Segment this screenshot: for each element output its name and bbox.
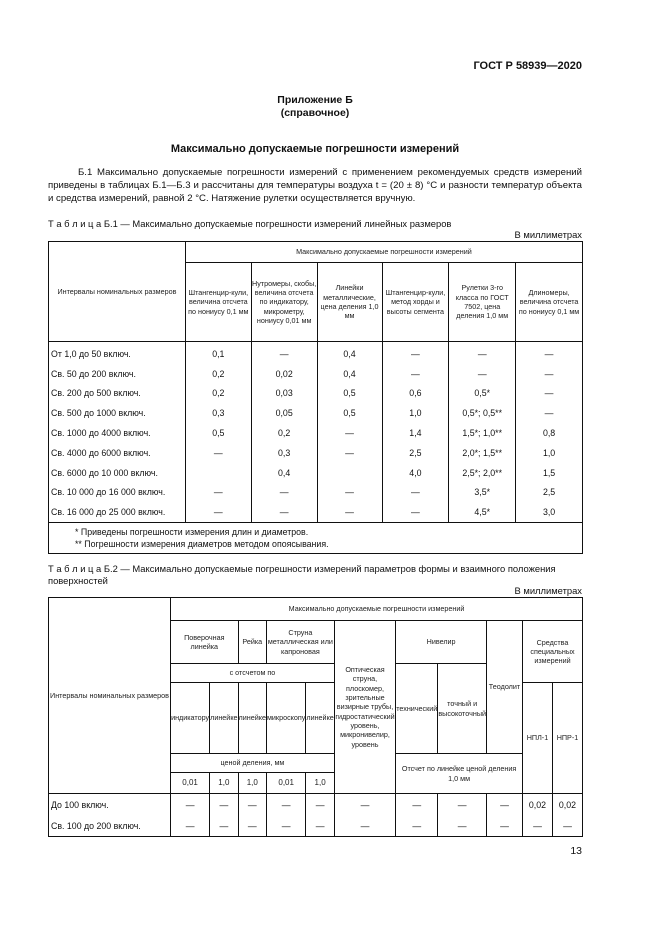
table-row <box>49 794 583 816</box>
cell: 0,5 <box>185 423 251 443</box>
table1-col-header: Длиномеры, величина отсчета по нониусу 0,1 мм <box>516 263 583 342</box>
table1-group-header: Максимально допускаемые погрешности измерений <box>185 242 582 263</box>
table2-lineika-header: Поверочная линейка <box>171 621 238 664</box>
cell: 0,2 <box>185 384 251 404</box>
table1-caption: Т а б л и ц а Б.1 — Максимально допускаемые погрешности измерений линейных размеров <box>48 218 452 229</box>
cell: 1,4 <box>382 423 449 443</box>
cell: — <box>552 815 582 837</box>
cell: — <box>486 815 522 837</box>
table1-row-header: Интервалы номинальных размеров <box>49 242 186 342</box>
cell: 0,1 <box>185 342 251 364</box>
cell: — <box>382 364 449 384</box>
table1 <box>48 241 583 554</box>
table2-teodolit-header: Теодолит <box>486 621 522 754</box>
table1-col-header: Нутромеры, скобы, величина отсчета по индикатору, микрометру, нониусу 0,01 мм <box>251 263 317 342</box>
cell: 2,5*; 2,0** <box>449 463 516 483</box>
cell: — <box>516 342 583 364</box>
table2-tech-header: технический <box>396 664 438 754</box>
row-label: Св. 500 до 1000 включ. <box>49 403 186 423</box>
table2-nivelir-header: Нивелир <box>396 621 487 664</box>
table1-units: В миллиметрах <box>514 229 582 240</box>
cell: 3,0 <box>516 502 583 522</box>
table2-subheader: индикатору <box>171 683 210 754</box>
cell: 0,3 <box>185 403 251 423</box>
cell: — <box>185 483 251 503</box>
table-row <box>49 423 583 443</box>
table-row <box>49 443 583 463</box>
cell: — <box>317 443 382 463</box>
cell: — <box>306 794 334 816</box>
cell: — <box>317 502 382 522</box>
cell: — <box>210 794 238 816</box>
table2-tochny-header: точный и высокоточный <box>438 664 487 754</box>
table-row <box>49 463 583 483</box>
cell: — <box>171 794 210 816</box>
cell: — <box>251 342 317 364</box>
table2-subheader: линейке <box>210 683 238 754</box>
cell: 0,2 <box>251 423 317 443</box>
cell: 1,5 <box>516 463 583 483</box>
table2-subheader: микроскопу <box>266 683 305 754</box>
cell: — <box>486 794 522 816</box>
cell: — <box>266 794 305 816</box>
row-label: Св. 10 000 до 16 000 включ. <box>49 483 186 503</box>
cell: — <box>516 364 583 384</box>
cell: 0,5 <box>317 384 382 404</box>
table2-price-cell: 1,0 <box>238 773 266 794</box>
row-label: Св. 50 до 200 включ. <box>49 364 186 384</box>
cell: 0,6 <box>382 384 449 404</box>
cell: 0,03 <box>251 384 317 404</box>
cell: — <box>251 502 317 522</box>
table-row <box>49 815 583 837</box>
cell: — <box>438 794 487 816</box>
table2-otschet-header: с отсчетом по <box>171 664 335 683</box>
table2-price-cell: 1,0 <box>210 773 238 794</box>
cell: 0,02 <box>251 364 317 384</box>
table-row <box>49 502 583 522</box>
cell: — <box>306 815 334 837</box>
cell: 2,5 <box>516 483 583 503</box>
table2-price-cell: 0,01 <box>171 773 210 794</box>
cell: 1,0 <box>382 403 449 423</box>
cell: 4,5* <box>449 502 516 522</box>
appendix-subtitle: (справочное) <box>280 107 350 119</box>
appendix-heading <box>48 94 582 120</box>
table2-subheader: линейке <box>306 683 334 754</box>
table1-col-header: Линейки металлические, цена деления 1,0 мм <box>317 263 382 342</box>
cell: 0,5* <box>449 384 516 404</box>
cell: — <box>238 815 266 837</box>
table2-units: В миллиметрах <box>514 585 582 596</box>
cell: — <box>438 815 487 837</box>
table2-npr-header: НПР-1 <box>552 683 582 794</box>
cell: — <box>317 483 382 503</box>
cell: 1,5*; 1,0** <box>449 423 516 443</box>
table2-price-cell: 1,0 <box>306 773 334 794</box>
cell: — <box>516 384 583 404</box>
cell: — <box>266 815 305 837</box>
table2-otschet2-header: Отсчет по линейке ценой деления 1,0 мм <box>396 754 523 794</box>
cell: — <box>516 403 583 423</box>
table2-price-cell: 0,01 <box>266 773 305 794</box>
table2-price-header: ценой деления, мм <box>171 754 335 773</box>
table2-group-header: Максимально допускаемые погрешности измерений <box>171 598 583 621</box>
row-label: Св. 100 до 200 включ. <box>49 815 171 837</box>
cell: 0,4 <box>251 463 317 483</box>
cell: — <box>185 502 251 522</box>
cell: — <box>334 794 395 816</box>
table1-col-header: Рулетки 3-го класса по ГОСТ 7502, цена деления 1,0 мм <box>449 263 516 342</box>
cell: — <box>334 815 395 837</box>
cell: 0,05 <box>251 403 317 423</box>
table2-row-header: Интервалы номинальных размеров <box>49 598 171 794</box>
cell: 3,5* <box>449 483 516 503</box>
cell: — <box>522 815 552 837</box>
cell: — <box>238 794 266 816</box>
cell: 0,02 <box>552 794 582 816</box>
cell: 4,0 <box>382 463 449 483</box>
table2-npl-header: НПЛ-1 <box>522 683 552 794</box>
cell: 0,8 <box>516 423 583 443</box>
cell: — <box>382 502 449 522</box>
row-label: Св. 4000 до 6000 включ. <box>49 443 186 463</box>
section-title: Максимально допускаемые погрешности измерений <box>170 143 460 155</box>
table-row <box>49 384 583 404</box>
cell: 0,5*; 0,5** <box>449 403 516 423</box>
cell: — <box>382 483 449 503</box>
cell: 0,3 <box>251 443 317 463</box>
table-row <box>49 403 583 423</box>
cell: — <box>317 423 382 443</box>
table2-struna-header: Струна металлическая или капроновая <box>266 621 334 664</box>
cell: 0,02 <box>522 794 552 816</box>
table1-col-header: Штангенцир-кули, величина отсчета по нониусу 0,1 мм <box>185 263 251 342</box>
table-row <box>49 483 583 503</box>
table2-optic-header: Оптическая струна, плоскомер, зрительные визирные трубы, гидростатический уровень, микронивелир, уровень <box>334 621 395 794</box>
cell: — <box>449 342 516 364</box>
table2-caption: Т а б л и ц а Б.2 — Максимально допускаемые погрешности измерений параметров формы и взаимного положения поверхностей <box>48 563 556 586</box>
cell: — <box>171 815 210 837</box>
row-label: Св. 200 до 500 включ. <box>49 384 186 404</box>
cell: — <box>382 342 449 364</box>
cell: 0,5 <box>317 403 382 423</box>
cell: — <box>396 815 438 837</box>
cell: 0,4 <box>317 342 382 364</box>
table2-subheader: линейке <box>238 683 266 754</box>
cell: — <box>210 815 238 837</box>
row-label: Св. 1000 до 4000 включ. <box>49 423 186 443</box>
cell: 2,5 <box>382 443 449 463</box>
row-label: От 1,0 до 50 включ. <box>49 342 186 364</box>
table1-footnotes <box>49 523 583 554</box>
cell: 0,2 <box>185 364 251 384</box>
cell: — <box>185 443 251 463</box>
cell <box>317 463 382 483</box>
cell: — <box>396 794 438 816</box>
footnote: * Приведены погрешности измерения длин и диаметров. <box>75 527 309 538</box>
row-label: Св. 16 000 до 25 000 включ. <box>49 502 186 522</box>
cell: — <box>449 364 516 384</box>
table1-col-header: Штангенцир-кули, метод хорды и высоты сегмента <box>382 263 449 342</box>
cell: 0,4 <box>317 364 382 384</box>
cell <box>185 463 251 483</box>
table2-special-header: Средства специальных измерений <box>522 621 582 683</box>
table2-reika-header: Рейка <box>238 621 266 664</box>
table-row <box>49 342 583 364</box>
appendix-title: Приложение Б <box>277 94 353 106</box>
cell: 1,0 <box>516 443 583 463</box>
cell: — <box>251 483 317 503</box>
page-number: 13 <box>570 845 582 857</box>
footnote: ** Погрешности измерения диаметров методом опоясывания. <box>75 539 329 550</box>
row-label: Св. 6000 до 10 000 включ. <box>49 463 186 483</box>
row-label: До 100 включ. <box>49 794 171 816</box>
table2 <box>48 597 583 837</box>
table-row <box>49 364 583 384</box>
document-code: ГОСТ Р 58939—2020 <box>473 60 582 72</box>
intro-paragraph: Б.1 Максимально допускаемые погрешности измерений с применением рекомендуемых средств измерений приведены в таблицах Б.1—Б.3 и рассчитаны для температуры воздуха t = (20 ± 8) °С и разности температур объекта и средства измерений, равной 2 °С. Натяжение рулетки осуществляется вручную. <box>48 167 582 204</box>
cell: 2,0*; 1,5** <box>449 443 516 463</box>
